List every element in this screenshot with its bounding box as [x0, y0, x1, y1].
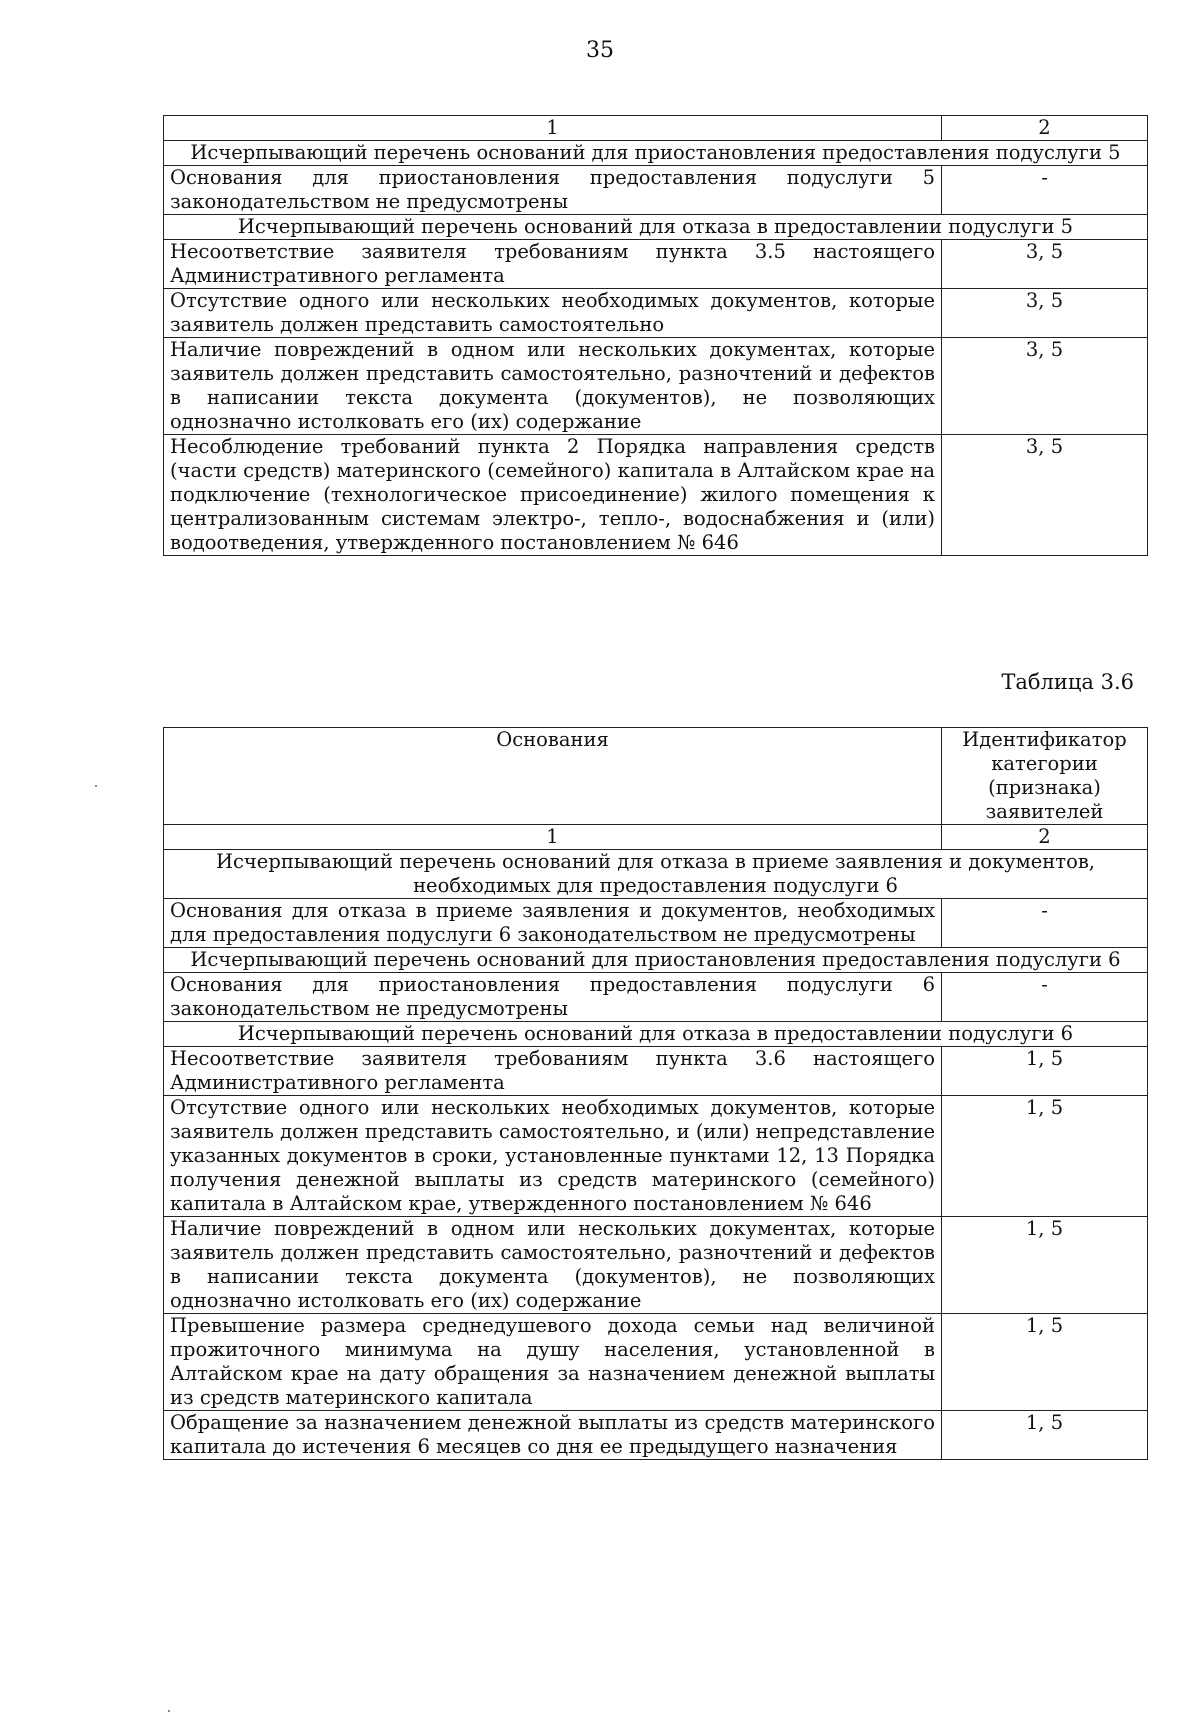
header-grounds: Основания — [164, 728, 942, 825]
ground-text: Основания для отказа в приеме заявления и документов, необходимых для предоставления подуслуги 6 законодательством не предусмотрены — [164, 899, 942, 948]
column-number-row — [164, 825, 1148, 850]
table-row — [164, 289, 1148, 338]
ground-text: Несоответствие заявителя требованиям пункта 3.6 настоящего Административного регламента — [164, 1047, 942, 1096]
column-number-row — [164, 116, 1148, 141]
section-row — [164, 141, 1148, 166]
section-row — [164, 215, 1148, 240]
page-number: 35 — [586, 38, 614, 63]
ground-category: 3, 5 — [942, 240, 1148, 289]
column-number-1: 1 — [164, 825, 942, 850]
ground-category: - — [942, 973, 1148, 1022]
column-number-2: 2 — [942, 825, 1148, 850]
section-heading: Исчерпывающий перечень оснований для отказа в предоставлении подуслуги 6 — [164, 1022, 1148, 1047]
table-row — [164, 435, 1148, 556]
table-row — [164, 1096, 1148, 1217]
section-row — [164, 948, 1148, 973]
table-row — [164, 899, 1148, 948]
section-heading: Исчерпывающий перечень оснований для отказа в предоставлении подуслуги 5 — [164, 215, 1148, 240]
table-row — [164, 166, 1148, 215]
ground-text: Отсутствие одного или нескольких необходимых документов, которые заявитель должен представить самостоятельно — [164, 289, 942, 338]
ground-text: Наличие повреждений в одном или нескольких документах, которые заявитель должен представить самостоятельно, разночтений и дефектов в написании текста документа (документов), не позволяющих однозначно истолковать его (их) содержание — [164, 1217, 942, 1314]
ground-category: 1, 5 — [942, 1047, 1148, 1096]
header-row — [164, 728, 1148, 825]
ground-text: Несоблюдение требований пункта 2 Порядка направления средств (части средств) материнского (семейного) капитала в Алтайском крае на подключение (технологическое присоединение) жилого помещения к централизованным системам электро-, тепло-, водоснабжения и (или) водоотведения, утвержденного постановлением № 646 — [164, 435, 942, 556]
header-category-identifier: Идентификатор категории (признака) заявителей — [942, 728, 1148, 825]
ground-text: Обращение за назначением денежной выплаты из средств материнского капитала до истечения 6 месяцев со дня ее предыдущего назначения — [164, 1411, 942, 1460]
ground-category: 3, 5 — [942, 435, 1148, 556]
table-row — [164, 1411, 1148, 1460]
section-heading: Исчерпывающий перечень оснований для приостановления предоставления подуслуги 6 — [164, 948, 1148, 973]
table-row — [164, 973, 1148, 1022]
scan-speck — [95, 785, 97, 787]
column-number-2: 2 — [942, 116, 1148, 141]
ground-category: - — [942, 899, 1148, 948]
column-number-1: 1 — [164, 116, 942, 141]
table-row — [164, 240, 1148, 289]
ground-text: Несоответствие заявителя требованиям пункта 3.5 настоящего Административного регламента — [164, 240, 942, 289]
table-row — [164, 1314, 1148, 1411]
ground-category: - — [942, 166, 1148, 215]
ground-category: 3, 5 — [942, 338, 1148, 435]
section-heading: Исчерпывающий перечень оснований для отказа в приеме заявления и документов, необходимых для предоставления подуслуги 6 — [164, 850, 1148, 899]
ground-category: 1, 5 — [942, 1411, 1148, 1460]
table-3-6 — [163, 727, 1148, 1460]
ground-category: 1, 5 — [942, 1217, 1148, 1314]
table-row — [164, 1217, 1148, 1314]
ground-text: Превышение размера среднедушевого дохода семьи над величиной прожиточного минимума на душу населения, установленной в Алтайском крае на дату обращения за назначением денежной выплаты из средств материнского капитала — [164, 1314, 942, 1411]
section-heading: Исчерпывающий перечень оснований для приостановления предоставления подуслуги 5 — [164, 141, 1148, 166]
ground-category: 1, 5 — [942, 1096, 1148, 1217]
ground-text: Наличие повреждений в одном или нескольких документах, которые заявитель должен представить самостоятельно, разночтений и дефектов в написании текста документа (документов), не позволяющих однозначно истолковать его (их) содержание — [164, 338, 942, 435]
table-row — [164, 338, 1148, 435]
ground-category: 3, 5 — [942, 289, 1148, 338]
table-caption: Таблица 3.6 — [1001, 670, 1134, 694]
ground-text: Основания для приостановления предоставления подуслуги 6 законодательством не предусмотрены — [164, 973, 942, 1022]
scan-speck — [168, 1710, 170, 1712]
ground-category: 1, 5 — [942, 1314, 1148, 1411]
table-row — [164, 1047, 1148, 1096]
ground-text: Отсутствие одного или нескольких необходимых документов, которые заявитель должен представить самостоятельно, и (или) непредставление указанных документов в сроки, установленные пунктами 12, 13 Порядка получения денежной выплаты из средств материнского (семейного) капитала в Алтайском крае, утвержденного постановлением № 646 — [164, 1096, 942, 1217]
ground-text: Основания для приостановления предоставления подуслуги 5 законодательством не предусмотрены — [164, 166, 942, 215]
section-row — [164, 1022, 1148, 1047]
section-row — [164, 850, 1148, 899]
table-3-5-continued — [163, 115, 1148, 556]
